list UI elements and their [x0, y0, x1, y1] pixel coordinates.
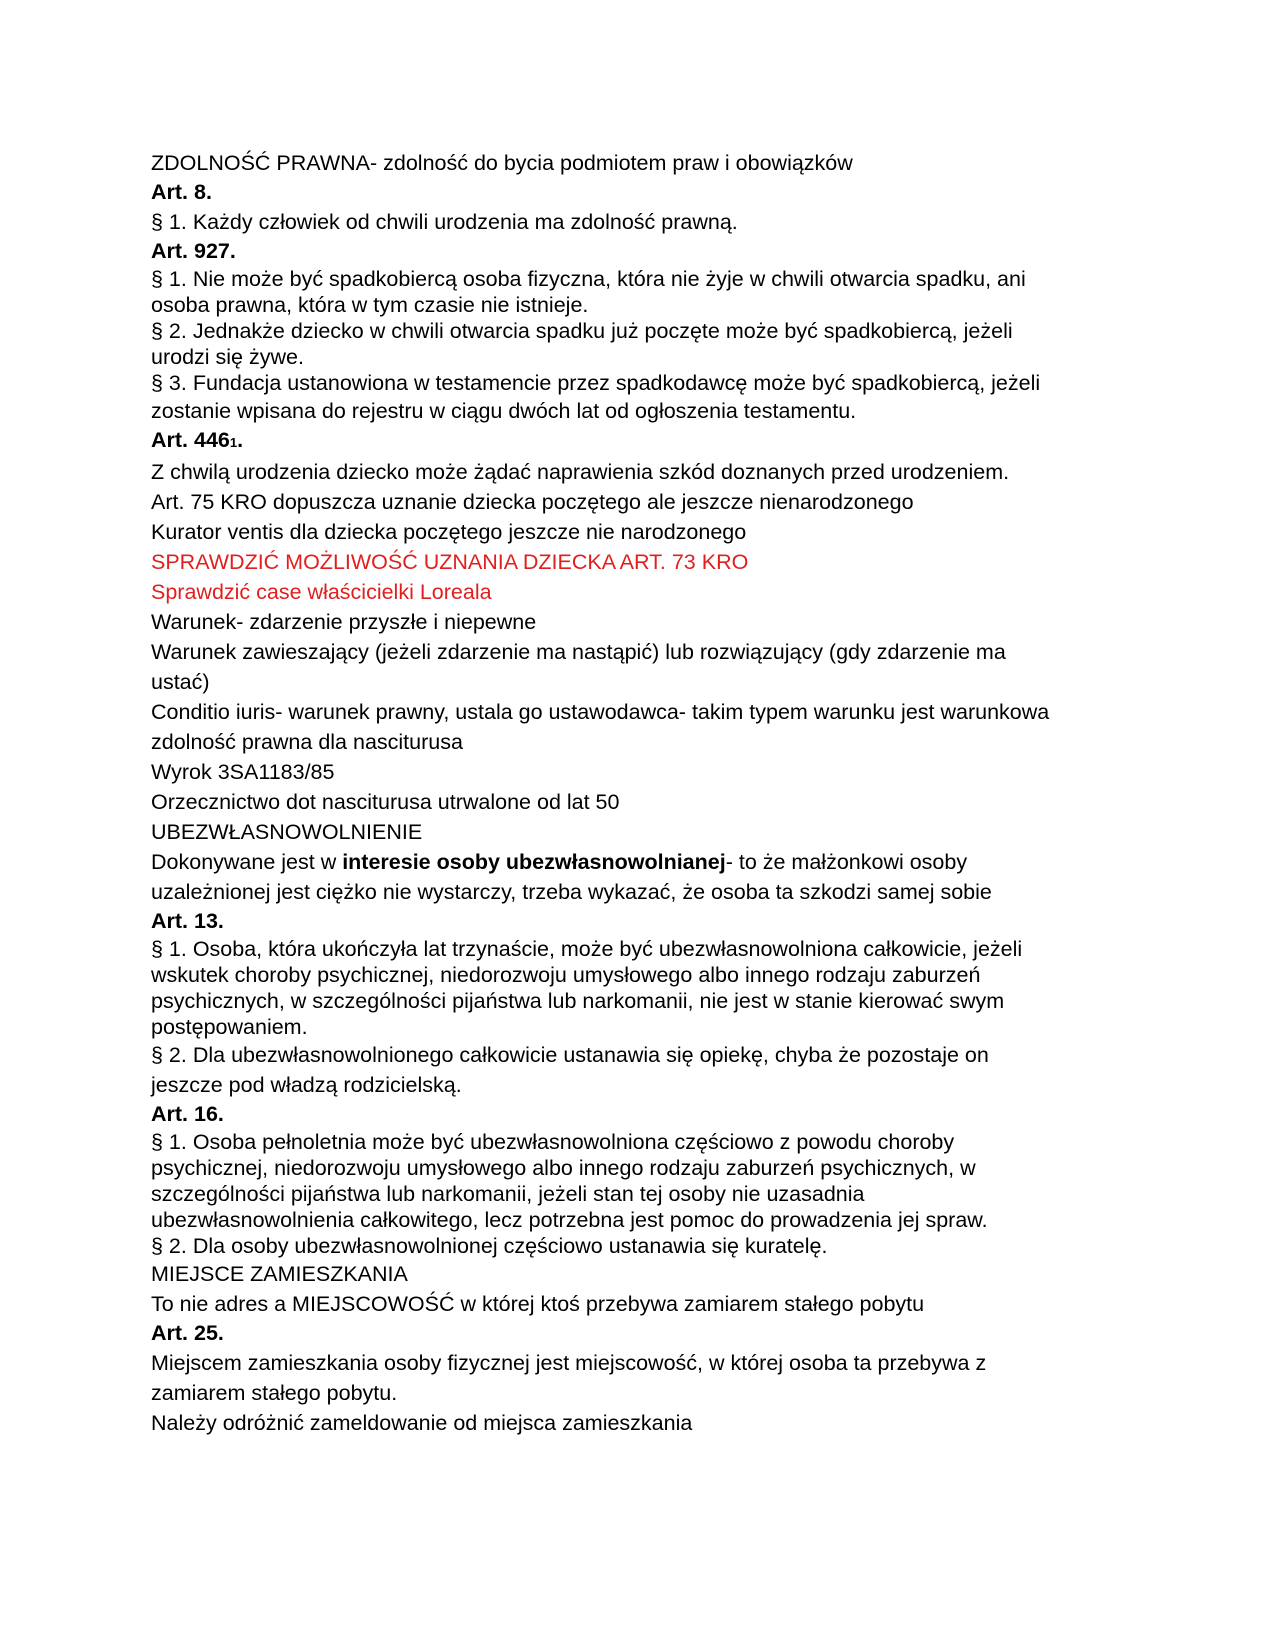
document-body: [151, 148, 1151, 1438]
note-line: ustać): [151, 670, 210, 694]
paragraph-line: psychicznej, niedorozwoju umysłowego albo innego rodzaju zaburzeń psychicznych, w: [151, 1156, 976, 1180]
paragraph-line: § 2. Dla ubezwłasnowolnionego całkowicie ustanawia się opiekę, chyba że pozostaje on: [151, 1043, 989, 1067]
highlighted-note: Sprawdzić case właścicielki Loreala: [151, 580, 492, 604]
article-heading-927: Art. 927.: [151, 239, 236, 263]
article-subscript: 1: [229, 435, 238, 450]
article-heading-16: Art. 16.: [151, 1102, 224, 1126]
paragraph-line: § 1. Nie może być spadkobiercą osoba fizyczna, która nie żyje w chwili otwarcia spadku, ani: [151, 267, 1026, 291]
paragraph-line: ubezwłasnowolnienia całkowitego, lecz potrzebna jest pomoc do prowadzenia jej spraw.: [151, 1208, 988, 1232]
article-heading-8: Art. 8.: [151, 180, 212, 204]
note-line: Warunek- zdarzenie przyszłe i niepewne: [151, 610, 537, 634]
note-text: - to że małżonkowi osoby: [725, 850, 968, 874]
note-line: Warunek zawieszający (jeżeli zdarzenie ma nastąpić) lub rozwiązujący (gdy zdarzenie ma: [151, 640, 1006, 664]
paragraph-line: § 1. Osoba, która ukończyła lat trzynaście, może być ubezwłasnowolniona całkowicie, jeżeli: [151, 937, 1023, 961]
note-line: Wyrok 3SA1183/85: [151, 760, 335, 784]
heading-miejsce-zamieszkania: MIEJSCE ZAMIESZKANIA: [151, 1262, 408, 1286]
paragraph-line: § 2. Jednakże dziecko w chwili otwarcia spadku już poczęte może być spadkobiercą, jeżeli: [151, 319, 1013, 343]
heading-zdolnosc-prawna: ZDOLNOŚĆ PRAWNA- zdolność do bycia podmiotem praw i obowiązków: [151, 151, 853, 175]
note-line: [151, 847, 1151, 877]
note-line: Art. 75 KRO dopuszcza uznanie dziecka poczętego ale jeszcze nienarodzonego: [151, 490, 914, 514]
note-line: Conditio iuris- warunek prawny, ustala go ustawodawca- takim typem warunku jest warunkowa: [151, 700, 1050, 724]
paragraph-line: zamiarem stałego pobytu.: [151, 1381, 398, 1405]
paragraph-line: szczególności pijaństwa lub narkomanii, jeżeli stan tej osoby nie uzasadnia: [151, 1182, 865, 1206]
paragraph-line: § 1. Każdy człowiek od chwili urodzenia ma zdolność prawną.: [151, 210, 738, 234]
paragraph-line: § 1. Osoba pełnoletnia może być ubezwłasnowolniona częściowo z powodu choroby: [151, 1130, 955, 1154]
note-line: To nie adres a MIEJSCOWOŚĆ w której ktoś przebywa zamiarem stałego pobytu: [151, 1292, 925, 1316]
paragraph-line: § 3. Fundacja ustanowiona w testamencie przez spadkodawcę może być spadkobiercą, jeżeli: [151, 371, 1041, 395]
note-line: uzależnionej jest ciężko nie wystarczy, trzeba wykazać, że osoba ta szkodzi samej sobie: [151, 880, 992, 904]
paragraph-line: Miejscem zamieszkania osoby fizycznej jest miejscowość, w której osoba ta przebywa z: [151, 1351, 987, 1375]
heading-ubezwlasnowolnienie: UBEZWŁASNOWOLNIENIE: [151, 820, 423, 844]
paragraph-line: psychicznych, w szczególności pijaństwa lub narkomanii, nie jest w stanie kierować swym: [151, 989, 1005, 1013]
paragraph-line: urodzi się żywe.: [151, 345, 304, 369]
paragraph-line: zostanie wpisana do rejestru w ciągu dwóch lat od ogłoszenia testamentu.: [151, 399, 857, 423]
paragraph-line: wskutek choroby psychicznej, niedorozwoju umysłowego albo innego rodzaju zaburzeń: [151, 963, 981, 987]
paragraph-line: jeszcze pod władzą rodzicielską.: [151, 1073, 462, 1097]
paragraph-line: postępowaniem.: [151, 1015, 308, 1039]
highlighted-note: SPRAWDZIĆ MOŻLIWOŚĆ UZNANIA DZIECKA ART. 73 KRO: [151, 550, 749, 574]
article-number: Art. 446: [151, 428, 230, 452]
note-text: Dokonywane jest w: [151, 850, 343, 874]
note-line: zdolność prawna dla nasciturusa: [151, 730, 463, 754]
note-line: Należy odróżnić zameldowanie od miejsca zamieszkania: [151, 1411, 693, 1435]
paragraph-line: § 2. Dla osoby ubezwłasnowolnionej częściowo ustanawia się kuratelę.: [151, 1234, 828, 1258]
paragraph-line: osoba prawna, która w tym czasie nie istnieje.: [151, 293, 589, 317]
note-line: Orzecznictwo dot nasciturusa utrwalone od lat 50: [151, 790, 620, 814]
article-heading-13: Art. 13.: [151, 909, 224, 933]
note-bold-text: interesie osoby ubezwłasnowolnianej: [342, 850, 726, 874]
article-heading-25: Art. 25.: [151, 1321, 224, 1345]
paragraph-line: Z chwilą urodzenia dziecko może żądać naprawienia szkód doznanych przed urodzeniem.: [151, 460, 1010, 484]
article-period: .: [237, 428, 244, 452]
note-line: Kurator ventis dla dziecka poczętego jeszcze nie narodzonego: [151, 520, 747, 544]
article-heading-446-1: [151, 426, 1151, 457]
